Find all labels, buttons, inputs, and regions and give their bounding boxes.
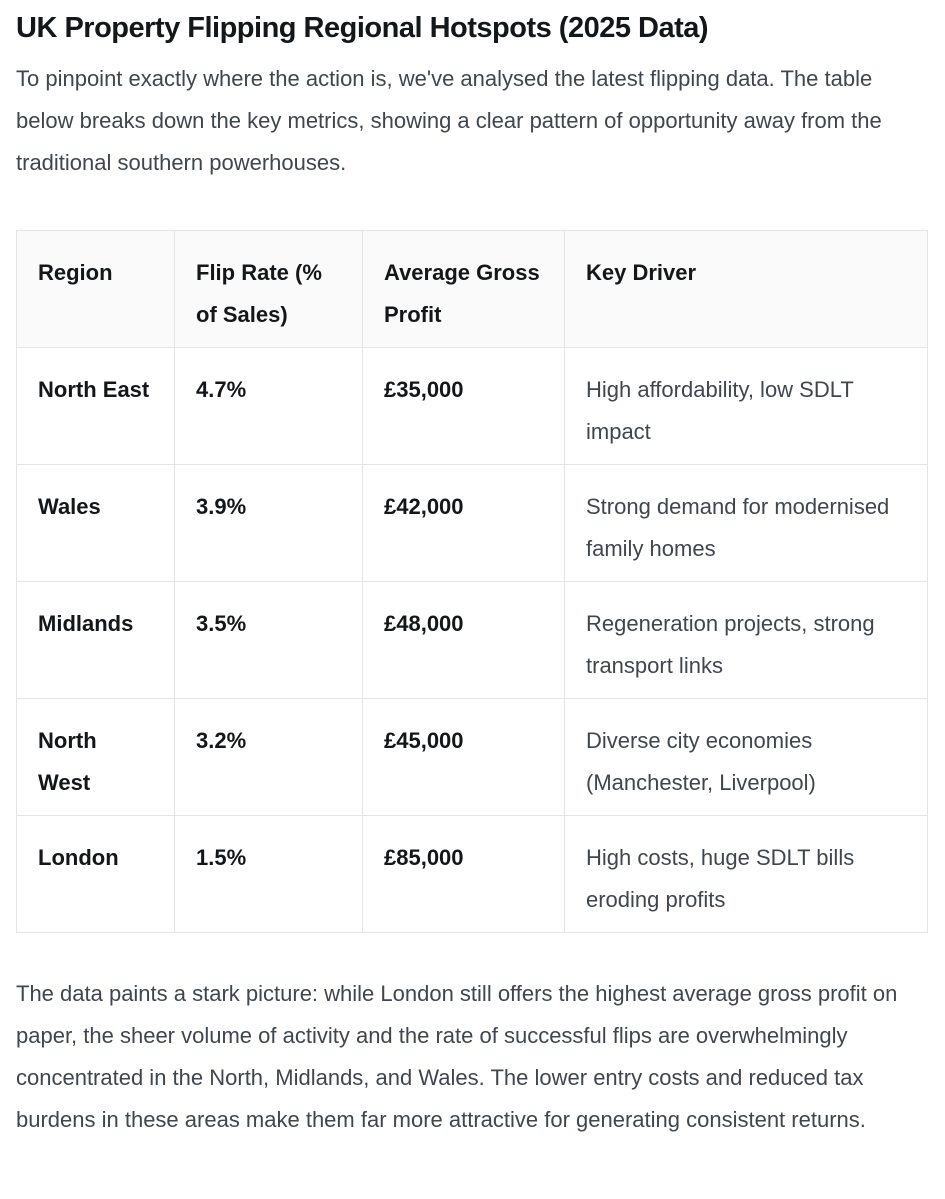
cell-region: London [17,816,175,933]
intro-paragraph: To pinpoint exactly where the action is, we've analysed the latest flipping data. The table below breaks down the key metrics, showing a clear pattern of opportunity away from the traditional southern powerhouses. [16,66,882,175]
header-region: Region [17,231,175,348]
cell-flip-rate: 1.5% [175,816,363,933]
cell-key-driver: High costs, huge SDLT bills eroding profits [565,816,928,933]
table-row [17,348,928,465]
cell-profit: £45,000 [363,699,565,816]
cell-flip-rate: 4.7% [175,348,363,465]
header-key-driver: Key Driver [565,231,928,348]
table-row [17,582,928,699]
header-row [17,231,928,348]
cell-flip-rate: 3.2% [175,699,363,816]
cell-flip-rate: 3.9% [175,465,363,582]
table-row [17,465,928,582]
cell-flip-rate: 3.5% [175,582,363,699]
cell-region: Midlands [17,582,175,699]
hotspots-table [16,230,928,933]
cell-region: North East [17,348,175,465]
cell-region: North West [17,699,175,816]
summary-paragraph: The data paints a stark picture: while London still offers the highest average gross profit on paper, the sheer volume of activity and the rate of successful flips are overwhelmingly concentrated in the North, Midlands, and Wales. The lower entry costs and reduced tax burdens in these areas make them far more attractive for generating consistent returns. [16,981,898,1132]
cell-key-driver: Regeneration projects, strong transport links [565,582,928,699]
cell-profit: £42,000 [363,465,565,582]
cell-profit: £48,000 [363,582,565,699]
page-title: UK Property Flipping Regional Hotspots (2025 Data) [16,12,709,44]
table-row [17,816,928,933]
table-body [17,348,928,933]
table-header [17,231,928,348]
cell-region: Wales [17,465,175,582]
cell-key-driver: Diverse city economies (Manchester, Liverpool) [565,699,928,816]
cell-profit: £85,000 [363,816,565,933]
header-average-gross-profit: Average Gross Profit [363,231,565,348]
table-row [17,699,928,816]
cell-profit: £35,000 [363,348,565,465]
cell-key-driver: High affordability, low SDLT impact [565,348,928,465]
header-flip-rate: Flip Rate (% of Sales) [175,231,363,348]
cell-key-driver: Strong demand for modernised family homes [565,465,928,582]
